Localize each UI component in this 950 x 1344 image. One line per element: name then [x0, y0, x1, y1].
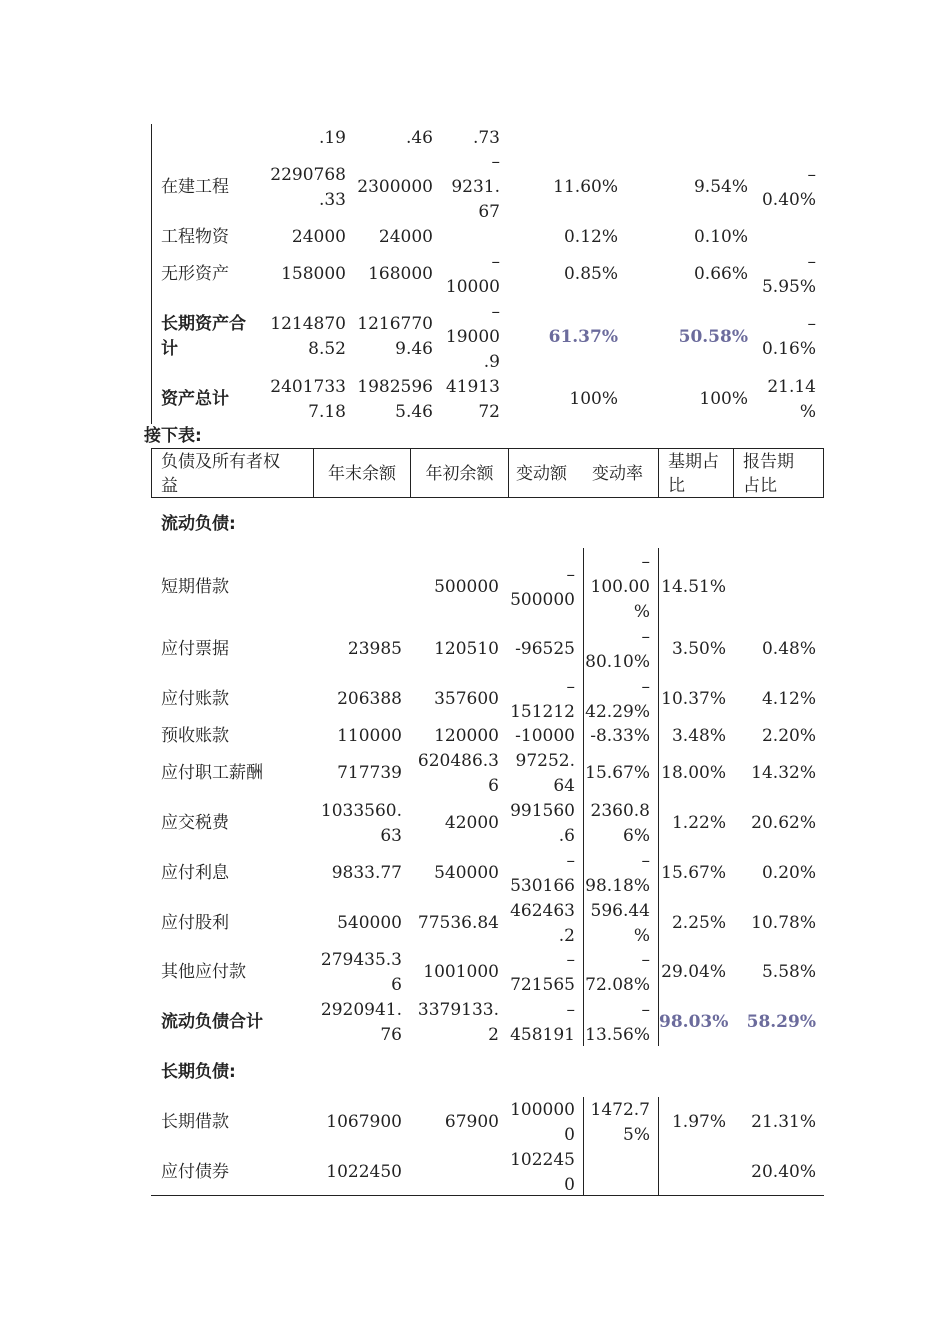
liab-row-name: 其他应付款: [161, 962, 246, 982]
header-name: 益: [161, 476, 178, 496]
top-row-end: 8.52: [308, 339, 346, 359]
top-row-end: 158000: [281, 264, 346, 284]
top-row-change: 9231.: [451, 177, 500, 197]
top-frag-change: .73: [472, 128, 500, 148]
liab-row-rate: 5%: [623, 1125, 650, 1145]
liab-row-change: 0: [564, 1125, 575, 1145]
top-row-base: 0.12%: [563, 227, 618, 247]
liab-row-change: .2: [558, 926, 575, 946]
liab-row-report: 20.62%: [751, 813, 816, 833]
header-vline: [823, 448, 824, 498]
liab-row-rate: 80.10%: [585, 652, 650, 672]
liab-row-change: 100000: [510, 1100, 575, 1120]
liab-row-change: 530166: [510, 876, 575, 896]
header-base: 比: [668, 476, 685, 496]
liab-row-end: 23985: [347, 639, 402, 659]
top-row-report: 100%: [699, 389, 748, 409]
liab-row-change: 64: [553, 776, 575, 796]
liab-row-begin: 540000: [434, 863, 499, 883]
top-row-change: 10000: [445, 277, 500, 297]
top-row-rate: 21.14: [767, 377, 816, 397]
liab-row-begin: 3379133.: [417, 1000, 499, 1020]
top-row-name: 计: [161, 339, 178, 359]
top-row-end: .33: [318, 190, 346, 210]
liab-row-end: 1022450: [326, 1162, 402, 1182]
liab-row-rate: 100.00: [590, 577, 650, 597]
liab-row-end: 1033560.: [320, 801, 402, 821]
liab-row-report: 14.32%: [751, 763, 816, 783]
liab-row-name: 应付利息: [161, 863, 229, 883]
section-current-liabilities: 流动负债:: [161, 514, 236, 534]
top-row-change: –: [491, 252, 500, 272]
top-row-begin: 24000: [378, 227, 433, 247]
top-row-report: 0.66%: [693, 264, 748, 284]
liab-row-base: 15.67%: [661, 863, 726, 883]
top-row-report: 9.54%: [693, 177, 748, 197]
liab-row-base: 14.51%: [661, 577, 726, 597]
header-end: 年末余额: [328, 464, 396, 484]
liab-row-end: 279435.3: [320, 950, 402, 970]
liab-row-base: 1.22%: [671, 813, 726, 833]
liab-row-change: -10000: [515, 726, 575, 746]
liab-row-name: 应付票据: [161, 639, 229, 659]
top-table-left-border: [151, 124, 152, 424]
top-row-end: 24000: [291, 227, 346, 247]
liab-row-end: 6: [391, 975, 402, 995]
liab-row-change: 721565: [510, 975, 575, 995]
liab-row-change: 0: [564, 1175, 575, 1195]
liab-row-rate: –: [641, 552, 650, 572]
top-row-change: 67: [478, 202, 500, 222]
top-row-name: 工程物资: [161, 227, 229, 247]
liab-row-begin: 120510: [434, 639, 499, 659]
liab-row-end: 1067900: [326, 1112, 402, 1132]
liab-row-end: 717739: [337, 763, 402, 783]
liab-row-rate: –: [641, 677, 650, 697]
liab-row-name: 流动负债合计: [161, 1012, 263, 1032]
liab-row-end: 63: [380, 826, 402, 846]
liab-row-begin: 357600: [434, 689, 499, 709]
liab-row-report: 4.12%: [761, 689, 816, 709]
top-row-begin: 1216770: [357, 314, 433, 334]
top-row-end: 2290768: [270, 165, 346, 185]
header-report: 报告期: [743, 452, 794, 472]
liab-row-rate: %: [633, 602, 650, 622]
table-bottom-border: [151, 1195, 824, 1196]
liab-row-rate: 98.18%: [585, 876, 650, 896]
liab-row-report: 0.20%: [761, 863, 816, 883]
header-rate: 变动率: [592, 464, 643, 484]
liab-row-report: 21.31%: [751, 1112, 816, 1132]
liab-row-begin: 77536.84: [417, 913, 499, 933]
header-vline: [151, 448, 152, 498]
liab-row-report: 20.40%: [751, 1162, 816, 1182]
liab-row-rate: –: [641, 1000, 650, 1020]
liab-row-base: 2.25%: [671, 913, 726, 933]
top-row-base: 61.37%: [548, 327, 618, 347]
liab-row-name: 短期借款: [161, 577, 229, 597]
header-vline: [733, 448, 734, 498]
liab-row-rate: 1472.7: [590, 1100, 650, 1120]
top-row-rate: 5.95%: [761, 277, 816, 297]
top-row-report: 50.58%: [678, 327, 748, 347]
top-row-end: 2401733: [270, 377, 346, 397]
top-row-rate: –: [807, 252, 816, 272]
liab-row-change: 458191: [510, 1025, 575, 1045]
liab-row-name: 预收账款: [161, 726, 229, 746]
liab-row-change: 500000: [510, 590, 575, 610]
header-report: 占比: [743, 476, 777, 496]
liab-row-report: 58.29%: [746, 1012, 816, 1032]
liab-row-begin: 120000: [434, 726, 499, 746]
top-row-change: –: [491, 152, 500, 172]
liab-row-change: .6: [558, 826, 575, 846]
liab-row-rate: 13.56%: [585, 1025, 650, 1045]
liab-row-report: 2.20%: [761, 726, 816, 746]
top-row-name: 在建工程: [161, 177, 229, 197]
liab-row-change: –: [566, 851, 575, 871]
liab-row-change: –: [566, 677, 575, 697]
top-row-change: .9: [483, 352, 500, 372]
table-caption: 接下表:: [144, 426, 202, 446]
top-row-begin: 9.46: [395, 339, 433, 359]
header-change: 变动额: [516, 464, 567, 484]
liab-row-change: 102245: [510, 1150, 575, 1170]
header-base: 基期占: [668, 452, 719, 472]
top-row-change: 41913: [445, 377, 500, 397]
top-row-rate: –: [807, 165, 816, 185]
liab-row-base: 1.97%: [671, 1112, 726, 1132]
liab-row-begin: 2: [488, 1025, 499, 1045]
liab-row-begin: 67900: [444, 1112, 499, 1132]
top-row-rate: %: [799, 402, 816, 422]
top-row-base: 100%: [569, 389, 618, 409]
liab-row-base: 3.50%: [671, 639, 726, 659]
liab-row-begin: 1001000: [423, 962, 499, 982]
liab-row-begin: 620486.3: [417, 751, 499, 771]
liab-row-change: 151212: [510, 702, 575, 722]
liab-row-report: 5.58%: [761, 962, 816, 982]
liab-row-change: 991560: [510, 801, 575, 821]
header-bottom-border: [151, 497, 824, 498]
top-frag-end: .19: [318, 128, 346, 148]
liab-row-rate: –: [641, 950, 650, 970]
section-long-term-liabilities: 长期负债:: [161, 1062, 236, 1082]
liab-row-change: –: [566, 950, 575, 970]
top-row-base: 11.60%: [553, 177, 618, 197]
top-row-rate: –: [807, 314, 816, 334]
header-top-border: [151, 448, 824, 449]
header-name: 负债及所有者权: [161, 452, 280, 472]
liab-row-rate: 15.67%: [585, 763, 650, 783]
liab-row-name: 应付职工薪酬: [161, 763, 263, 783]
liab-row-rate: –: [641, 627, 650, 647]
liab-row-rate: 42.29%: [585, 702, 650, 722]
top-row-change: 72: [478, 402, 500, 422]
top-row-begin: 2300000: [357, 177, 433, 197]
liab-row-end: 76: [380, 1025, 402, 1045]
top-row-name: 资产总计: [161, 389, 229, 409]
top-row-rate: 0.40%: [761, 190, 816, 210]
liab-row-base: 3.48%: [671, 726, 726, 746]
header-vline: [658, 448, 659, 498]
liab-row-rate: -8.33%: [590, 726, 650, 746]
liab-row-rate: 2360.8: [590, 801, 650, 821]
liab-row-name: 应付债券: [161, 1162, 229, 1182]
top-row-name: 无形资产: [161, 264, 229, 284]
liab-row-name: 长期借款: [161, 1112, 229, 1132]
liab-row-rate: %: [633, 926, 650, 946]
top-row-begin: 168000: [368, 264, 433, 284]
top-row-begin: 1982596: [357, 377, 433, 397]
top-frag-begin: .46: [405, 128, 433, 148]
liab-row-end: 206388: [337, 689, 402, 709]
liab-row-change: –: [566, 1000, 575, 1020]
liab-row-base: 18.00%: [661, 763, 726, 783]
liab-row-end: 540000: [337, 913, 402, 933]
liab-row-begin: 6: [488, 776, 499, 796]
liab-row-base: 98.03%: [659, 1012, 729, 1032]
liab-row-rate: 6%: [623, 826, 650, 846]
liab-row-begin: 42000: [444, 813, 499, 833]
top-row-rate: 0.16%: [761, 339, 816, 359]
liab-row-report: 0.48%: [761, 639, 816, 659]
liab-row-change: –: [566, 565, 575, 585]
liab-row-name: 应付账款: [161, 689, 229, 709]
header-begin: 年初余额: [425, 464, 494, 484]
header-vline: [508, 448, 509, 498]
liab-row-end: 2920941.: [320, 1000, 402, 1020]
liab-row-end: 110000: [337, 726, 402, 746]
liab-row-end: 9833.77: [331, 863, 402, 883]
liab-row-begin: 500000: [434, 577, 499, 597]
top-row-begin: 5.46: [395, 402, 433, 422]
liab-row-base: 29.04%: [661, 962, 726, 982]
top-row-report: 0.10%: [693, 227, 748, 247]
liab-row-change: 462463: [510, 901, 575, 921]
liab-row-rate: 596.44: [590, 901, 650, 921]
liab-row-base: 10.37%: [661, 689, 726, 709]
top-row-change: –: [491, 302, 500, 322]
top-row-change: 19000: [445, 327, 500, 347]
liab-row-rate: –: [641, 851, 650, 871]
top-row-base: 0.85%: [563, 264, 618, 284]
liab-row-change: -96525: [515, 639, 575, 659]
liab-row-rate: 72.08%: [585, 975, 650, 995]
liab-row-name: 应付股利: [161, 913, 229, 933]
liab-row-change: 97252.: [515, 751, 575, 771]
top-row-end: 1214870: [270, 314, 346, 334]
top-row-end: 7.18: [308, 402, 346, 422]
liab-row-name: 应交税费: [161, 813, 229, 833]
top-row-name: 长期资产合: [161, 314, 246, 334]
liab-row-report: 10.78%: [751, 913, 816, 933]
